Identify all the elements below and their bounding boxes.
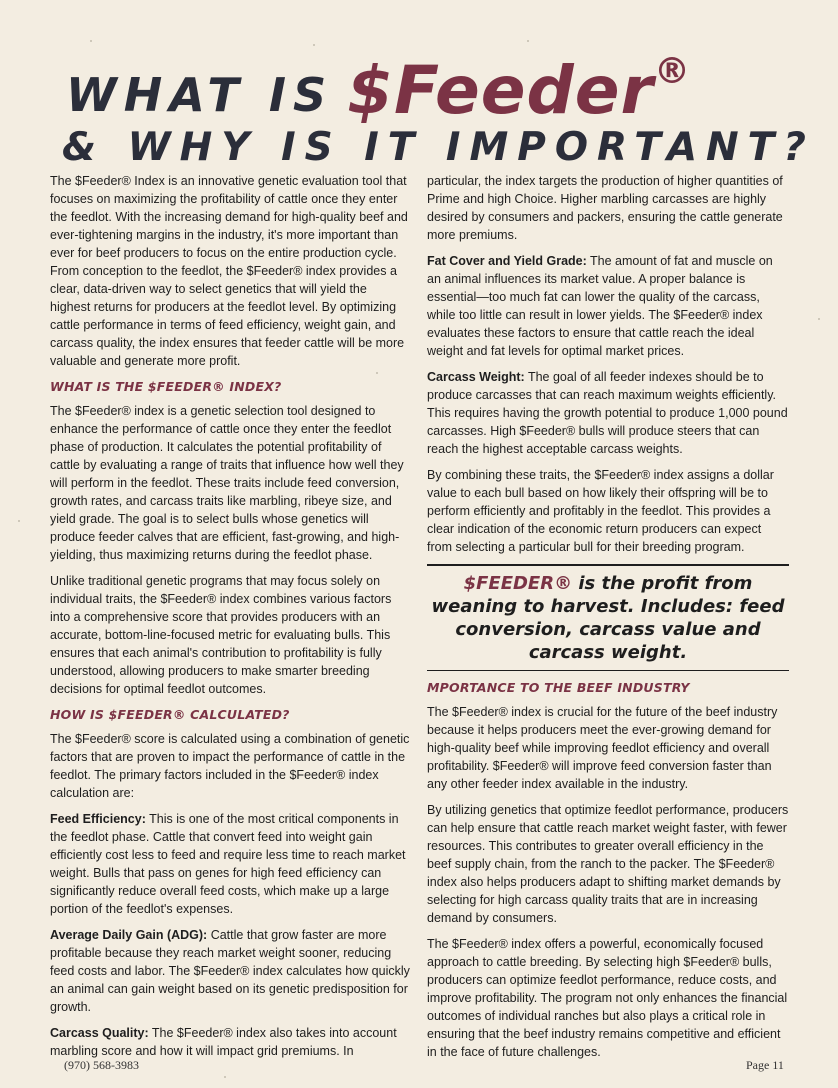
carcass-weight-label: Carcass Weight: [427,370,525,384]
fat-cover-label: Fat Cover and Yield Grade: [427,254,587,268]
feed-efficiency-label: Feed Efficiency: [50,812,146,826]
paper-speck [224,1076,226,1078]
adg-label: Average Daily Gain (ADG): [50,928,208,942]
footer-phone: (970) 568-3983 [64,1058,139,1072]
carcass-weight-text: The goal of all feeder indexes should be to produce carcasses that can reach maximum weights efficiently. This requires having the growth potential to produce 1,000 pound carcasses. High $Feeder® bulls will produce steers that can reach the highest acceptable carcass weights. [427,370,788,456]
paragraph: Unlike traditional genetic programs that may focus solely on individual traits, the $Feeder® index combines various factors into a comprehensive score that provides producers with an accurate, bottom-line-focused metric for evaluating bulls. This ensures that each animal's contribution to profitability is fully understood, allowing producers to make smarter breeding decisions for optimal feedlot outcomes. [50,574,392,696]
fat-cover-text: The amount of fat and muscle on an animal influences its market value. A proper balance is essential—too much fat can lower the quality of the carcass, while too little can result in lower yields. The $Feeder® index evaluates these factors to ensure that cattle reach the ideal weight and fat levels for optimal market prices. [427,254,773,358]
paragraph: The $Feeder® index offers a powerful, economically focused approach to cattle breeding. By selecting high $Feeder® bulls, producers can optimize feedlot performance, reduce costs, and improve profitability. The program not only enhances the financial outcomes of individual ranches but also plays a critical role in ensuring that the beef industry remains competitive and efficient in the face of future challenges. [427,937,788,1059]
paragraph: The $Feeder® index is crucial for the future of the beef industry because it helps producers meet the ever-growing demand for high-quality beef while improving feedlot efficiency and overall profitability. $Feeder® will improve feed conversion faster than any other feeder index available in the industry. [427,705,778,791]
paragraph: The $Feeder® score is calculated using a combination of genetic factors that are proven to impact the performance of cattle in the feedlot. The primary factors included in the $Feeder® index calculation are: [50,732,410,800]
paper-speck [90,40,92,42]
page-title-line1 [66,51,691,129]
carcass-weight-paragraph [427,368,789,458]
carcass-quality-label: Carcass Quality: [50,1026,149,1040]
paper-speck [527,40,529,42]
paragraph: The $Feeder® index is a genetic selection tool designed to enhance the performance of cattle once they enter the feedlot phase of production. It calculates the potential profitability of cattle by evaluating a range of traits that influence how well they will perform in the feedlot. These traits include feed conversion, growth rates, and carcass traits like marbling, ribeye size, and yield grade. The goal is to select bulls whose genetics will produce feeder calves that are efficient, fast-growing, and high-yielding, thus maximizing returns during the feedlot phase. [50,404,404,562]
carcass-quality-continued: particular, the index targets the production of higher quantities of Prime and high Choice. Higher marbling carcasses are highly desired by consumers and packers, ensuring the cattle generate more premiums. [427,174,783,242]
paper-speck [18,520,20,522]
title-brand-text: $Feeder [347,52,655,129]
feed-efficiency-text: This is one of the most critical components in the feedlot phase. Cattle that convert feed into weight gain efficiently cost less to feed and require less time to reach market weight. Bulls that pass on genes for high feed efficiency can significantly reduce overall feed costs, which make up a large portion of the feedlot's expenses. [50,812,406,916]
paper-speck [818,318,820,320]
fat-cover-paragraph [427,252,789,360]
carcass-quality-paragraph [50,1024,410,1060]
right-column [427,172,789,1069]
carcass-quality-text: The $Feeder® index also takes into account marbling score and how it will impact grid premiums. In [50,1026,397,1058]
paragraph: By utilizing genetics that optimize feedlot performance, producers can help ensure that cattle reach market weight faster, with fewer resources. This contributes to greater overall efficiency in the beef supply chain, from the ranch to the packer. The $Feeder® index also helps producers adapt to shifting market demands by selecting for high carcass quality traits that are in increasing demand by consumers. [427,803,789,925]
section-heading-what-is: WHAT IS THE $FEEDER® INDEX? [50,379,282,394]
intro-paragraph: The $Feeder® Index is an innovative genetic evaluation tool that focuses on maximizing the profitability of cattle once they enter the feedlot. With the increasing demand for high-quality beef and ever-tightening margins in the industry, it's more important than ever for beef producers to focus on the entire production cycle. From conception to the feedlot, the $Feeder® index provides a clear, data-driven way to select genetics that will yield the highest returns for producers at the feedlot level. By optimizing cattle performance in terms of feed efficiency, weight gain, and carcass quality, the index ensures that feeder cattle will be more valuable and generate more profit. [50,174,408,368]
paper-speck [313,44,315,46]
page-title-line2: & WHY IS IT IMPORTANT? [62,125,815,170]
page-number: Page 11 [746,1058,784,1072]
feed-efficiency-paragraph [50,810,410,918]
section-heading-importance: MPORTANCE TO THE BEEF INDUSTRY [427,680,690,695]
pull-quote-brand: $FEEDER® [463,573,573,594]
title-brand [347,52,690,129]
left-column [50,172,410,1068]
combining-paragraph: By combining these traits, the $Feeder® index assigns a dollar value to each bull based on how likely their offspring will be to perform efficiently and profitably in the feedlot. This provides a clear indication of the economic return producers can expect from selecting a particular bull for their breeding program. [427,468,774,554]
adg-text: Cattle that grow faster are more profitable because they reach market weight sooner, reducing feed costs and labor. The $Feeder® index calculates how quickly an animal can gain weight based on its genetic predisposition for growth. [50,928,410,1014]
title-prefix: WHAT IS [66,68,334,122]
section-heading-how-calculated: HOW IS $FEEDER® CALCULATED? [50,707,290,722]
adg-paragraph [50,926,410,1016]
pull-quote [427,564,789,671]
pull-quote-text: is the profit from weaning to harvest. Includes: feed conversion, carcass value and carcass weight. [431,573,785,663]
registered-mark: ® [654,51,691,92]
